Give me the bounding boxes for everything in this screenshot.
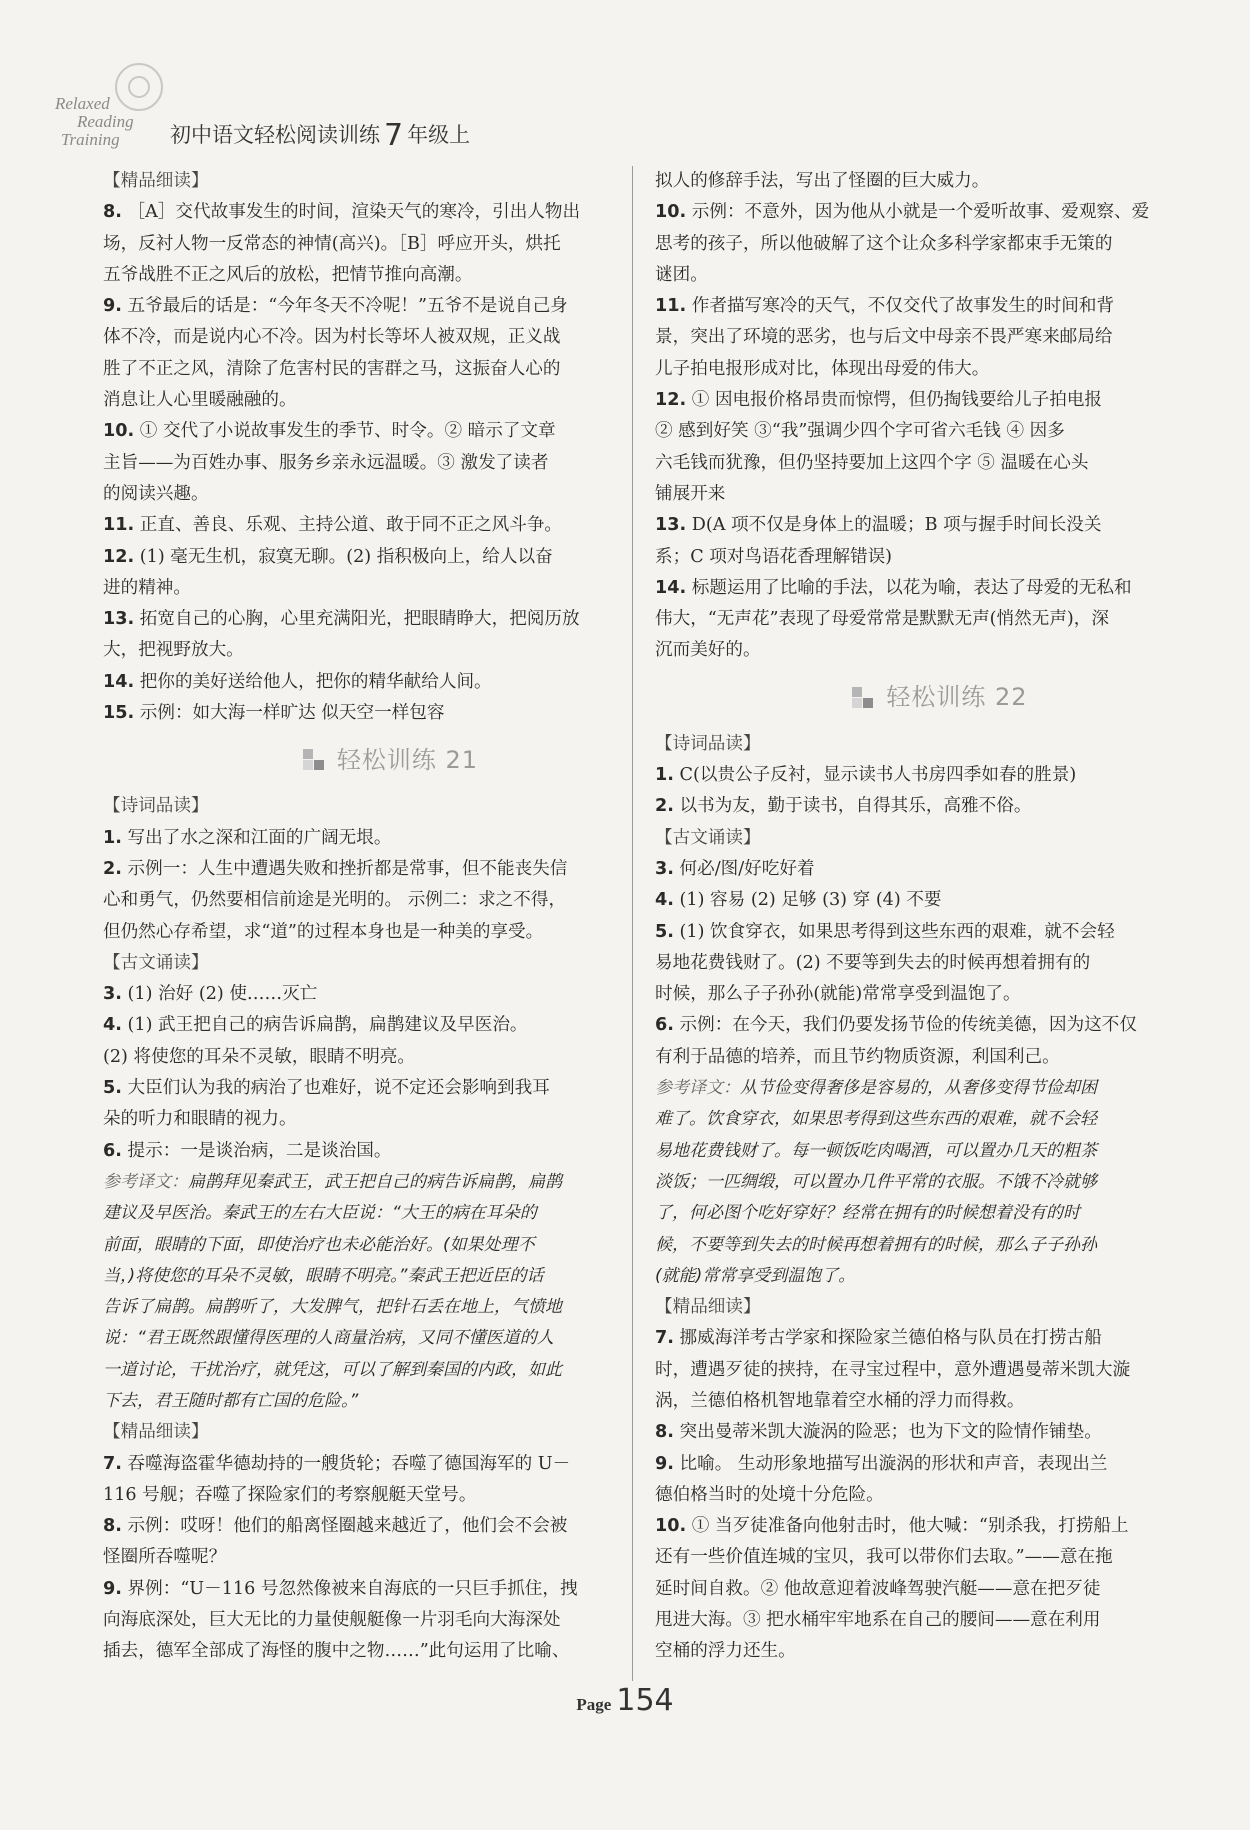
page-number: 154 [616, 1683, 674, 1718]
answer-line [103, 885, 678, 916]
answer-line [103, 448, 678, 479]
question-number: 12. [655, 390, 687, 411]
line-text: 时候，那么子子孙孙(就能)常常享受到温饱了。 [655, 984, 1021, 1005]
answer-line [103, 1073, 678, 1104]
section-heading [103, 729, 678, 791]
line-text: 【诗词品读】 [103, 796, 209, 817]
line-text: ① 交代了小说故事发生的季节、时令。② 暗示了文章 [139, 421, 556, 442]
section-title: 轻松训练 22 [886, 683, 1028, 712]
line-text: 【诗词品读】 [655, 733, 761, 754]
answer-line [103, 604, 678, 635]
title-suffix: 年级上 [407, 123, 471, 147]
line-text: 说：“君王既然跟懂得医理的人商量治病，又同不懂医道的人 [103, 1328, 554, 1349]
answer-line [103, 1511, 678, 1542]
line-text: 五爷最后的话是：“今年冬天不冷呢！”五爷不是说自己身 [127, 296, 568, 317]
line-text: 前面，眼睛的下面，即使治疗也未必能治好。(如果处理不 [103, 1234, 535, 1255]
answer-line [103, 1010, 678, 1041]
question-number: 8. [103, 1516, 122, 1537]
question-number: 11. [655, 296, 687, 317]
answer-line [655, 197, 1225, 228]
line-text: 示例：在今天，我们仍要发扬节俭的传统美德，因为这不仅 [679, 1015, 1137, 1036]
answer-line [655, 166, 1225, 197]
line-text: D(A 项不仅是身体上的温暖；B 项与握手时间长没关 [691, 515, 1102, 536]
line-text: C(以贵公子反衬，显示读书人书房四季如春的胜景) [679, 765, 1077, 786]
line-text: 主旨——为百姓办事、服务乡亲永远温暖。③ 激发了读者 [103, 452, 549, 473]
subsection-tag [103, 1417, 678, 1448]
line-text: 拟人的修辞手法，写出了怪圈的巨大威力。 [655, 171, 990, 191]
line-text: 【古文诵读】 [103, 952, 209, 973]
answer-line [103, 416, 678, 447]
answer-line [103, 573, 678, 604]
answer-line [655, 760, 1225, 791]
subsection-tag [103, 166, 678, 197]
line-text: 六毛钱而犹豫，但仍坚持要加上这四个字 ⑤ 温暖在心头 [655, 452, 1089, 473]
line-text: 插去，德军全部成了海怪的腹中之物……”此句运用了比喻、 [103, 1641, 570, 1662]
question-number: 9. [103, 1578, 122, 1599]
answer-line [103, 510, 678, 541]
answer-line [103, 322, 678, 353]
line-text: (1) 容易 (2) 足够 (3) 穿 (4) 不要 [679, 890, 942, 911]
line-text: ① 因电报价格昂贵而惊愕，但仍掏钱要给儿子拍电报 [691, 390, 1103, 411]
answer-line [103, 229, 678, 260]
subsection-tag [103, 791, 678, 822]
answer-line [103, 979, 678, 1010]
line-text: 标题运用了比喻的手法，以花为喻，表达了母爱的无私和 [691, 577, 1132, 598]
line-text: 比喻。 生动形象地描写出漩涡的形状和声音，表现出兰 [679, 1453, 1108, 1474]
question-number: 2. [655, 796, 674, 817]
question-number: 13. [655, 515, 687, 536]
answer-line [655, 479, 1225, 510]
line-text: 消息让人心里暖融融的。 [103, 390, 297, 411]
answer-line [655, 917, 1225, 948]
translation-line [103, 1198, 678, 1229]
line-text: 提示：一是谈治病，二是谈治国。 [127, 1140, 392, 1161]
answer-line [655, 1636, 1225, 1667]
question-number: 1. [103, 827, 122, 848]
translation-line [103, 1167, 678, 1198]
answer-line [655, 291, 1225, 322]
line-text: 甩进大海。③ 把水桶牢牢地系在自己的腰间——意在利用 [655, 1610, 1101, 1631]
line-text: 以书为友，勤于读书，自得其乐，高雅不俗。 [679, 796, 1032, 817]
line-text: 沉而美好的。 [655, 640, 761, 661]
line-text: 易地花费钱财了。每一顿饭吃肉喝酒，可以置办几天的粗茶 [655, 1140, 1097, 1161]
line-text: 建议及早医治。秦武王的左右大臣说：“大王的病在耳朵的 [103, 1203, 537, 1224]
answer-line [655, 260, 1225, 291]
answer-line [103, 667, 678, 698]
answer-line [655, 1010, 1225, 1041]
answer-line [103, 1542, 678, 1573]
line-text: 吞噬海盗霍华德劫持的一艘货轮；吞噬了德国海军的 U－ [127, 1453, 571, 1474]
question-number: 2. [103, 858, 122, 879]
line-text: 扁鹊拜见秦武王，武王把自己的病告诉扁鹊，扁鹊 [188, 1171, 562, 1192]
answer-line [655, 791, 1225, 822]
question-number: 4. [655, 890, 674, 911]
section-heading [655, 667, 1225, 729]
left-column [103, 166, 678, 1668]
answer-line [655, 1355, 1225, 1386]
line-text: 时，遭遇歹徒的挟持，在寻宝过程中，意外遭遇曼蒂米凯大漩 [655, 1359, 1131, 1380]
question-number: 8. [655, 1422, 674, 1443]
line-text: 体不冷，而是说内心不冷。因为村长等坏人被双规，正义战 [103, 327, 561, 348]
page-label: Page [576, 1695, 612, 1714]
question-number: 5. [655, 921, 674, 942]
answer-line [655, 1417, 1225, 1448]
translation-line [103, 1323, 678, 1354]
answer-line [103, 354, 678, 385]
line-text: 延时间自救。② 他故意迎着波峰驾驶汽艇——意在把歹徒 [655, 1578, 1101, 1599]
subsection-tag [103, 948, 678, 979]
answer-line [655, 604, 1225, 635]
section-title: 轻松训练 21 [336, 745, 479, 774]
answer-line [103, 291, 678, 322]
question-number: 6. [655, 1015, 674, 1036]
answer-line [103, 698, 678, 729]
question-number: 10. [103, 421, 135, 442]
translation-line [655, 1104, 1225, 1135]
answer-line [655, 573, 1225, 604]
line-text: 拓宽自己的心胸，心里充满阳光，把眼睛睁大，把阅历放 [139, 609, 580, 630]
line-text: 示例：如大海一样旷达 似天空一样包容 [139, 703, 445, 724]
answer-line [103, 1480, 678, 1511]
translation-line [103, 1230, 678, 1261]
page-footer [0, 1683, 1250, 1718]
translation-line [655, 1136, 1225, 1167]
answer-line [103, 479, 678, 510]
answer-line [655, 416, 1225, 447]
answer-line [655, 542, 1225, 573]
section-square-icon [852, 687, 874, 709]
line-text: 当，)将使您的耳朵不灵敏，眼睛不明亮。”秦武王把近臣的话 [103, 1265, 544, 1286]
logo-text [55, 95, 134, 149]
line-text: 空桶的浮力还生。 [655, 1641, 796, 1662]
question-number: 3. [655, 858, 674, 879]
line-text: 进的精神。 [103, 577, 191, 598]
question-number: 6. [103, 1140, 122, 1161]
answer-line [103, 1449, 678, 1480]
line-text: 涡，兰德伯格机智地靠着空水桶的浮力而得救。 [655, 1390, 1025, 1411]
line-text: 正直、善良、乐观、主持公道、敢于同不正之风斗争。 [139, 515, 563, 536]
translation-label: 参考译文： [655, 1078, 740, 1099]
title-prefix: 初中语文轻松阅读训练 [170, 123, 380, 147]
translation-line [655, 1073, 1225, 1104]
translation-line [103, 1292, 678, 1323]
line-text: 有利于品德的培养，而且节约物质资源，利国利己。 [655, 1046, 1060, 1067]
answer-line [103, 197, 678, 228]
line-text: 谜团。 [655, 264, 708, 285]
line-text: 从节俭变得奢侈是容易的，从奢侈变得节俭却困 [740, 1078, 1097, 1099]
line-text: (1) 饮食穿衣，如果思考得到这些东西的艰难，就不会轻 [679, 921, 1115, 942]
subsection-tag [655, 729, 1225, 760]
line-text: 儿子拍电报形成对比，体现出母爱的伟大。 [655, 358, 990, 379]
line-text: 伟大，“无声花”表现了母爱常常是默默无声(悄然无声)，深 [655, 609, 1109, 630]
answer-line [655, 1323, 1225, 1354]
line-text: 但仍然心存希望，求“道”的过程本身也是一种美的享受。 [103, 921, 544, 942]
answer-line [103, 917, 678, 948]
line-text: 场，反衬人物一反常态的神情(高兴)。［B］呼应开头，烘托 [103, 233, 561, 254]
line-text: (就能)常常享受到温饱了。 [655, 1265, 856, 1286]
answer-line [655, 1386, 1225, 1417]
answer-line [655, 1480, 1225, 1511]
subsection-tag [655, 1292, 1225, 1323]
logo-line: Relaxed [55, 94, 110, 113]
question-number: 15. [103, 703, 135, 724]
answer-line [655, 635, 1225, 666]
line-text: 淡饭；一匹绸缎，可以置办几件平常的衣服。不饿不冷就够 [655, 1171, 1097, 1192]
line-text: 候，不要等到失去的时候再想着拥有的时候，那么子子孙孙 [655, 1234, 1097, 1255]
section-square-icon [303, 749, 325, 771]
line-text: 心和勇气，仍然要相信前途是光明的。 示例二：求之不得， [103, 890, 567, 911]
translation-line [655, 1167, 1225, 1198]
line-text: 胜了不正之风，清除了危害村民的害群之马，这振奋人心的 [103, 358, 561, 379]
right-column [655, 166, 1225, 1668]
line-text: 作者描写寒冷的天气，不仅交代了故事发生的时间和背 [691, 296, 1115, 317]
question-number: 9. [103, 296, 122, 317]
line-text: 挪威海洋考古学家和探险家兰德伯格与队员在打捞古船 [679, 1328, 1102, 1349]
answer-line [655, 885, 1225, 916]
line-text: 系；C 项对鸟语花香理解错误) [655, 546, 893, 567]
line-text: 116 号舰；吞噬了探险家们的考察舰艇天堂号。 [103, 1484, 477, 1505]
answer-line [655, 854, 1225, 885]
answer-line [103, 260, 678, 291]
line-text: 突出曼蒂米凯大漩涡的险恶；也为下文的险情作铺垫。 [679, 1422, 1102, 1443]
line-text: 怪圈所吞噬呢？ [103, 1547, 227, 1568]
answer-line [103, 1104, 678, 1135]
answer-line [655, 229, 1225, 260]
book-title [170, 115, 471, 153]
translation-line [103, 1355, 678, 1386]
grade-number: 7 [384, 118, 404, 153]
line-text: 一道讨论，干扰治疗，就凭这，可以了解到秦国的内政，如此 [103, 1359, 562, 1380]
line-text: 下去，君王随时都有亡国的危险。” [103, 1390, 359, 1411]
line-text: 告诉了扁鹊。扁鹊听了，大发脾气，把针石丢在地上，气愤地 [103, 1297, 562, 1318]
line-text: 朵的听力和眼睛的视力。 [103, 1109, 297, 1130]
answer-line [103, 854, 678, 885]
answer-line [103, 542, 678, 573]
line-text: 写出了水之深和江面的广阔无垠。 [127, 827, 392, 848]
question-number: 10. [655, 202, 687, 223]
translation-label: 参考译文： [103, 1171, 188, 1192]
line-text: (2) 将使您的耳朵不灵敏，眼睛不明亮。 [103, 1046, 416, 1067]
subsection-tag [655, 823, 1225, 854]
answer-line [103, 1042, 678, 1073]
line-text: 景，突出了环境的恶劣，也与后文中母亲不畏严寒来邮局给 [655, 327, 1113, 348]
line-text: 界例：“U－116 号忽然像被来自海底的一只巨手抓住，拽 [127, 1578, 578, 1599]
answer-line [103, 385, 678, 416]
line-text: 德伯格当时的处境十分危险。 [655, 1484, 884, 1505]
question-number: 13. [103, 609, 135, 630]
question-number: 10. [655, 1516, 687, 1537]
answer-line [103, 1636, 678, 1667]
question-number: 14. [655, 577, 687, 598]
answer-line [103, 635, 678, 666]
answer-line [655, 1449, 1225, 1480]
line-text: 示例一：人生中遭遇失败和挫折都是常事，但不能丧失信 [127, 858, 568, 879]
translation-line [103, 1261, 678, 1292]
answer-line [655, 1542, 1225, 1573]
answer-line [655, 322, 1225, 353]
line-text: ［A］交代故事发生的时间，渲染天气的寒冷，引出人物出 [127, 202, 581, 223]
page-header [55, 55, 655, 165]
line-text: ② 感到好笑 ③“我”强调少四个字可省六毛钱 ④ 因多 [655, 421, 1065, 442]
question-number: 12. [103, 546, 135, 567]
answer-line [103, 1574, 678, 1605]
line-text: 示例：哎呀！他们的船离怪圈越来越近了，他们会不会被 [127, 1516, 568, 1537]
answer-line [655, 1605, 1225, 1636]
translation-line [655, 1230, 1225, 1261]
line-text: ① 当歹徒准备向他射击时，他大喊：“别杀我，打捞船上 [691, 1516, 1129, 1537]
question-number: 11. [103, 515, 135, 536]
line-text: 【精品细读】 [655, 1297, 761, 1318]
answer-line [655, 354, 1225, 385]
question-number: 9. [655, 1453, 674, 1474]
answer-line [655, 979, 1225, 1010]
question-number: 7. [103, 1453, 122, 1474]
question-number: 8. [103, 202, 122, 223]
line-text: (1) 武王把自己的病告诉扁鹊，扁鹊建议及早医治。 [127, 1015, 528, 1036]
answer-line [655, 948, 1225, 979]
question-number: 4. [103, 1015, 122, 1036]
line-text: 【精品细读】 [103, 1422, 209, 1443]
line-text: 还有一些价值连城的宝贝，我可以带你们去取。”——意在拖 [655, 1547, 1113, 1568]
line-text: 的阅读兴趣。 [103, 483, 209, 504]
answer-line [655, 448, 1225, 479]
line-text: 铺展开来 [655, 483, 726, 504]
question-number: 1. [655, 765, 674, 786]
answer-line [103, 823, 678, 854]
line-text: 思考的孩子，所以他破解了这个让众多科学家都束手无策的 [655, 233, 1113, 254]
line-text: (1) 毫无生机，寂寞无聊。(2) 指积极向上，给人以奋 [139, 546, 553, 567]
line-text: 了，何必图个吃好穿好？经常在拥有的时候想着没有的时 [655, 1203, 1080, 1224]
line-text: 难了。饮食穿衣，如果思考得到这些东西的艰难，就不会轻 [655, 1109, 1097, 1130]
line-text: 把你的美好送给他人，把你的精华献给人间。 [139, 671, 492, 692]
line-text: 大臣们认为我的病治了也难好，说不定还会影响到我耳 [127, 1078, 550, 1099]
question-number: 5. [103, 1078, 122, 1099]
line-text: (1) 治好 (2) 使……灭亡 [127, 984, 318, 1005]
answer-line [655, 1574, 1225, 1605]
answer-line [655, 510, 1225, 541]
line-text: 何必/图/好吃好着 [679, 858, 815, 879]
translation-line [655, 1261, 1225, 1292]
logo-line: Training [61, 130, 120, 149]
question-number: 7. [655, 1328, 674, 1349]
question-number: 14. [103, 671, 135, 692]
answer-line [103, 1605, 678, 1636]
line-text: 示例：不意外，因为他从小就是一个爱听故事、爱观察、爱 [691, 202, 1150, 223]
line-text: 【古文诵读】 [655, 827, 761, 848]
answer-line [655, 1042, 1225, 1073]
column-divider [632, 166, 633, 1681]
line-text: 【精品细读】 [103, 171, 209, 191]
line-text: 向海底深处，巨大无比的力量使舰艇像一片羽毛向大海深处 [103, 1610, 561, 1631]
translation-line [655, 1198, 1225, 1229]
question-number: 3. [103, 984, 122, 1005]
line-text: 易地花费钱财了。(2) 不要等到失去的时候再想着拥有的 [655, 952, 1091, 973]
answer-line [655, 385, 1225, 416]
line-text: 大，把视野放大。 [103, 640, 244, 661]
translation-line [103, 1386, 678, 1417]
answer-line [655, 1511, 1225, 1542]
answer-line [103, 1136, 678, 1167]
line-text: 五爷战胜不正之风后的放松，把情节推向高潮。 [103, 264, 473, 285]
logo-line: Reading [77, 112, 134, 131]
